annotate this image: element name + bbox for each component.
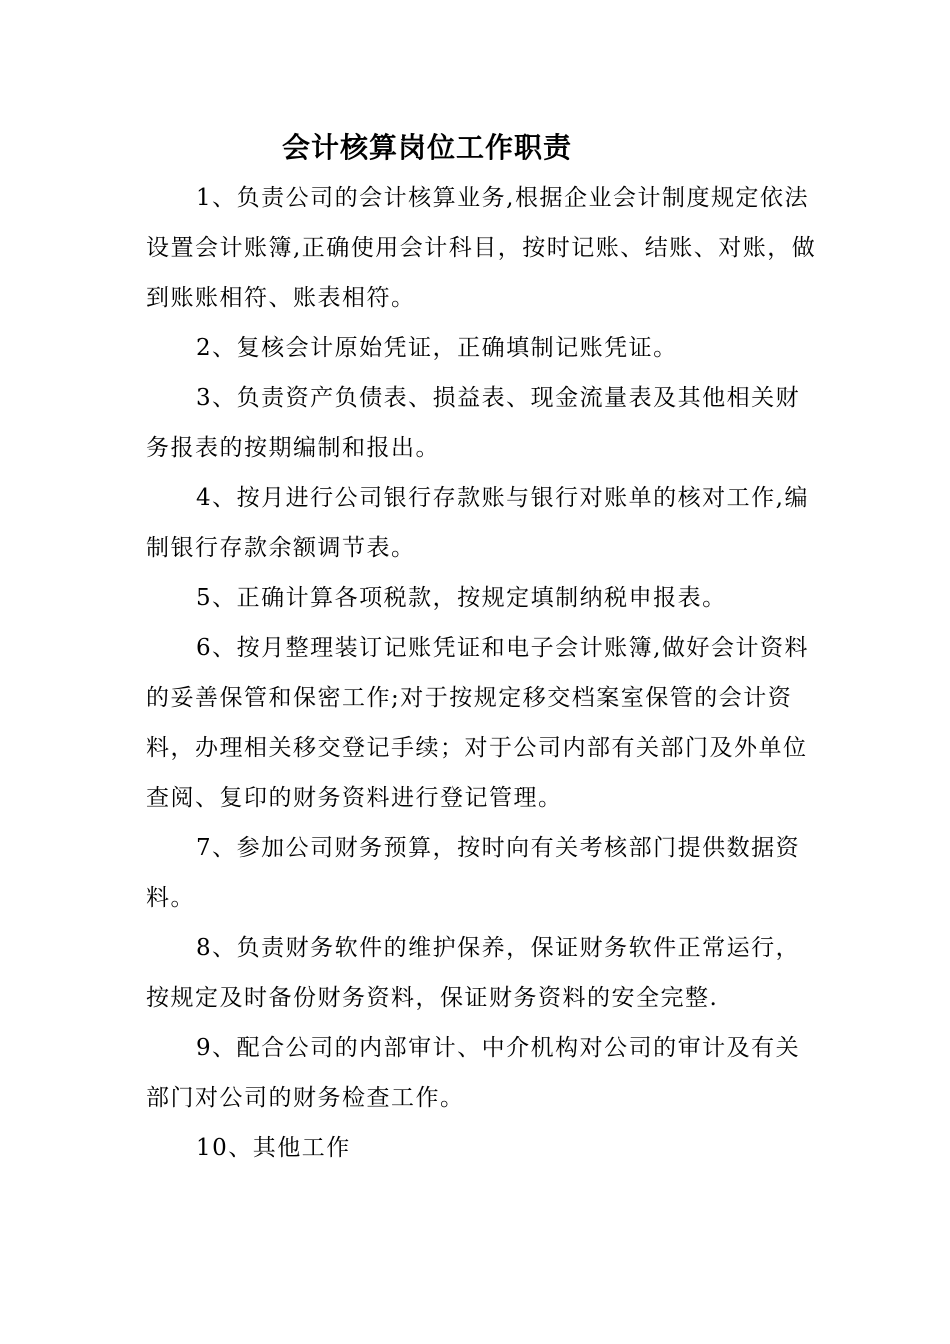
duty-paragraph-3: 3、负责资产负债表、损益表、现金流量表及其他相关财务报表的按期编制和报出。: [146, 385, 801, 461]
duty-paragraph-7: 7、参加公司财务预算，按时向有关考核部门提供数据资料。: [146, 835, 801, 911]
duty-paragraph-5: 5、正确计算各项税款，按规定填制纳税申报表。: [196, 585, 727, 611]
duty-paragraph-6: 6、按月整理装订记账凭证和电子会计账簿,做好会计资料的妥善保管和保密工作;对于按规定移交档案室保管的会计资料，办理相关移交登记手续；对于公司内部有关部门及外单位查阅、复印的财务资料进行登记管理。: [146, 635, 809, 811]
document-title: 会计核算岗位工作职责: [282, 131, 573, 164]
duty-paragraph-9: 9、配合公司的内部审计、中介机构对公司的审计及有关部门对公司的财务检查工作。: [146, 1035, 801, 1111]
duty-paragraph-8: 8、负责财务软件的维护保养，保证财务软件正常运行，按规定及时备份财务资料，保证财务资料的安全完整.: [146, 935, 801, 1011]
duty-paragraph-10: 10、其他工作: [196, 1135, 351, 1161]
duty-paragraph-2: 2、复核会计原始凭证，正确填制记账凭证。: [196, 335, 678, 361]
duty-paragraph-4: 4、按月进行公司银行存款账与银行对账单的核对工作,编制银行存款余额调节表。: [146, 485, 809, 561]
duty-paragraph-1: 1、负责公司的会计核算业务,根据企业会计制度规定依法设置会计账簿,正确使用会计科目，按时记账、结账、对账，做到账账相符、账表相符。: [146, 185, 817, 311]
